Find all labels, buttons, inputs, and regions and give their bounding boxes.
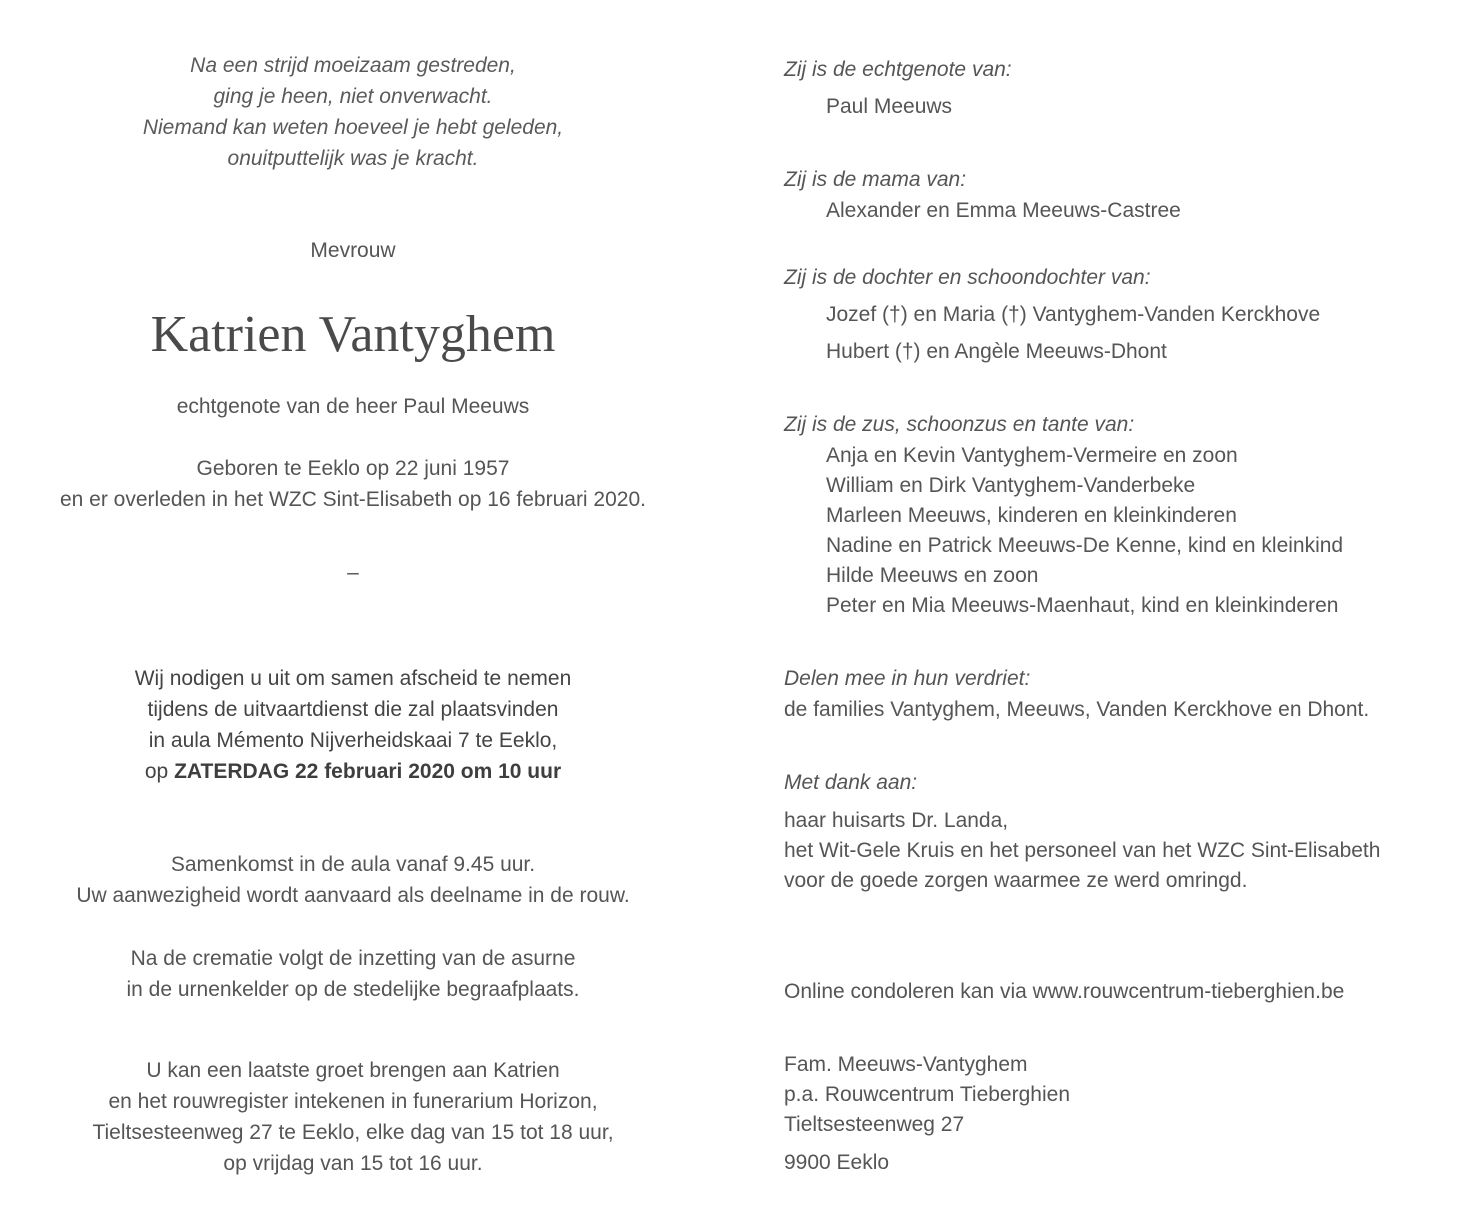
cremation-line: in de urnenkelder op de stedelijke begraafplaats. [126, 978, 580, 1001]
address-line: Fam. Meeuws-Vantyghem [784, 1053, 1028, 1076]
poem-line: ging je heen, niet onverwacht. [213, 85, 493, 108]
family-name: Alexander en Emma Meeuws-Castree [826, 199, 1181, 222]
mother-heading: Zij is de mama van: [784, 168, 967, 191]
gathering-info [0, 849, 706, 911]
family-name: Paul Meeuws [826, 95, 953, 118]
poem [0, 50, 706, 174]
spouse-line: echtgenote van de heer Paul Meeuws [176, 395, 530, 418]
family-name: Peter en Mia Meeuws-Maenhaut, kind en kleinkinderen [826, 594, 1339, 617]
poem-line: onuitputtelijk was je kracht. [227, 147, 479, 170]
death-line: en er overleden in het WZC Sint-Elisabeth op 16 februari 2020. [59, 488, 646, 511]
farewell-line: U kan een laatste groet brengen aan Katrien [146, 1059, 560, 1082]
address-line: 9900 Eeklo [784, 1151, 890, 1174]
invitation-date-line [0, 756, 706, 787]
online-condolence: Online condoleren kan via www.rouwcentrum-tieberghien.be [784, 980, 1345, 1003]
sister-heading: Zij is de zus, schoonzus en tante van: [784, 413, 1135, 436]
cremation-line: Na de crematie volgt de inzetting van de asurne [130, 947, 576, 970]
thanks-line: voor de goede zorgen waarmee ze werd omringd. [784, 869, 1248, 892]
thanks-heading: Met dank aan: [784, 771, 918, 794]
invitation-line: Wij nodigen u uit om samen afscheid te nemen [134, 667, 572, 690]
funeral-invitation [0, 663, 706, 787]
address-line: p.a. Rouwcentrum Tieberghien [784, 1083, 1070, 1106]
farewell-line: op vrijdag van 15 tot 16 uur. [223, 1152, 483, 1175]
family-name: Anja en Kevin Vantyghem-Vermeire en zoon [826, 444, 1238, 467]
farewell-line: Tieltsesteenweg 27 te Eeklo, elke dag van 15 tot 18 uur, [92, 1121, 614, 1144]
date-prefix: op [144, 760, 175, 783]
wife-heading: Zij is de echtgenote van: [784, 58, 1012, 81]
family-name: Marleen Meeuws, kinderen en kleinkinderen [826, 504, 1237, 527]
poem-line: Niemand kan weten hoeveel je hebt geleden, [142, 116, 564, 139]
family-name: Hubert (†) en Angèle Meeuws-Dhont [826, 340, 1167, 363]
farewell-info [0, 1055, 706, 1179]
invitation-line: tijdens de uitvaartdienst die zal plaatsvinden [147, 698, 559, 721]
family-name: Nadine en Patrick Meeuws-De Kenne, kind en kleinkind [826, 534, 1344, 557]
family-name: Jozef (†) en Maria (†) Vantyghem-Vanden Kerckhove [826, 303, 1321, 326]
sharing-text: de families Vantyghem, Meeuws, Vanden Kerckhove en Dhont. [784, 698, 1370, 721]
gathering-line: Uw aanwezigheid wordt aanvaard als deelname in de rouw. [76, 884, 630, 907]
sharing-heading: Delen mee in hun verdriet: [784, 667, 1031, 690]
daughter-heading: Zij is de dochter en schoondochter van: [784, 266, 1151, 289]
address-line: Tieltsesteenweg 27 [784, 1113, 965, 1136]
separator: – [347, 561, 359, 584]
salutation: Mevrouw [310, 239, 396, 262]
farewell-line: en het rouwregister intekenen in funerarium Horizon, [108, 1090, 598, 1113]
poem-line: Na een strijd moeizaam gestreden, [190, 54, 516, 77]
invitation-line: in aula Mémento Nijverheidskaai 7 te Eeklo, [148, 729, 558, 752]
funeral-date: ZATERDAG 22 februari 2020 om 10 uur [174, 760, 562, 783]
family-name: Hilde Meeuws en zoon [826, 564, 1039, 587]
thanks-line: haar huisarts Dr. Landa, [784, 809, 1009, 832]
thanks-line: het Wit-Gele Kruis en het personeel van het WZC Sint-Elisabeth [784, 839, 1381, 862]
gathering-line: Samenkomst in de aula vanaf 9.45 uur. [170, 853, 536, 876]
birth-death-info [0, 453, 706, 515]
birth-line: Geboren te Eeklo op 22 juni 1957 [196, 457, 510, 480]
deceased-name: Katrien Vantyghem [150, 306, 556, 363]
family-name: William en Dirk Vantyghem-Vanderbeke [826, 474, 1196, 497]
cremation-info [0, 943, 706, 1005]
